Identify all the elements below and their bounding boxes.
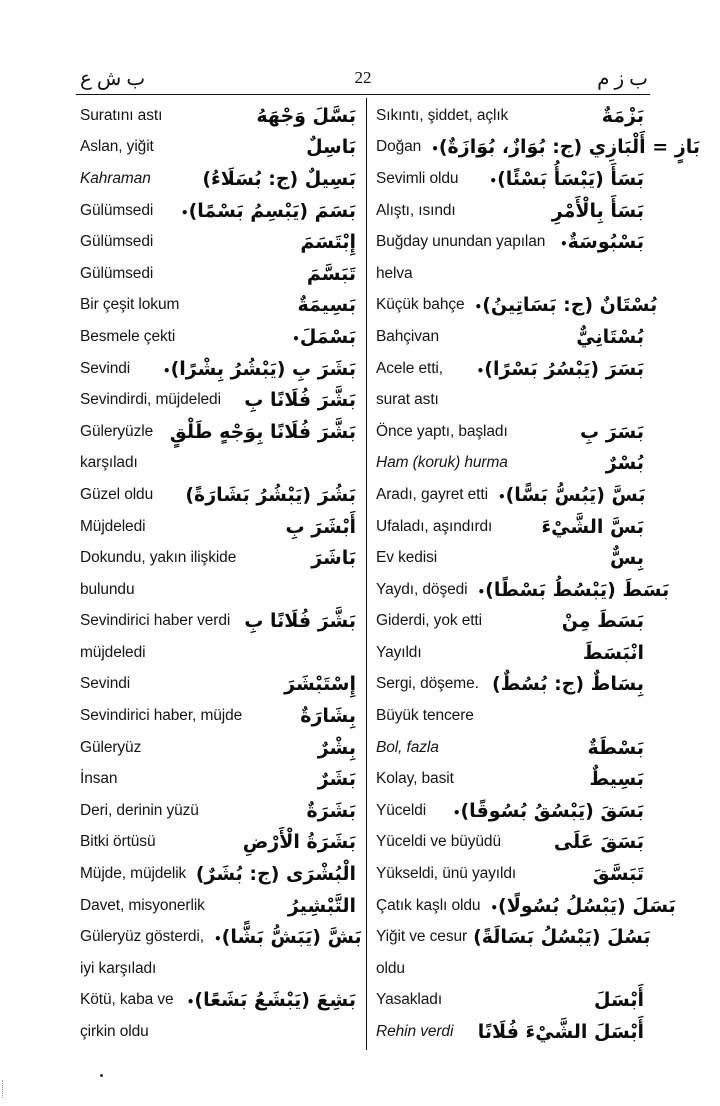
turkish-meaning: Aslan, yiğit (80, 138, 154, 156)
dictionary-entry (80, 985, 356, 1017)
arabic-headword: بَاشَرَ (311, 547, 356, 570)
arabic-headword: بَشَّرَ فُلَانًا بِوَجْهٍ طَلْقٍ (169, 420, 356, 443)
arabic-headword: بِسَاطٌ (ج: بُسُطٌ) (491, 673, 644, 696)
dictionary-entry (376, 384, 644, 416)
turkish-meaning: Gülümsedi (80, 264, 154, 282)
turkish-meaning: karşıladı (80, 454, 138, 472)
turkish-meaning: Acele etti, (376, 359, 443, 377)
turkish-meaning: Sevimli oldu (376, 169, 459, 187)
new-root-marker-icon: • (474, 300, 483, 315)
header-right-guide-letters: ب ز م (597, 68, 648, 90)
arabic-headword: بَاسِلٌ (306, 136, 356, 159)
new-root-marker-icon: • (180, 205, 189, 220)
turkish-meaning: Güzel oldu (80, 485, 154, 503)
new-root-marker-icon: • (186, 995, 195, 1010)
turkish-meaning: surat astı (376, 391, 439, 409)
arabic-headword: بَشَرٌ (317, 768, 356, 791)
dictionary-entry (80, 574, 356, 606)
arabic-headword: التَّبْشِيرُ (287, 894, 356, 917)
dictionary-entry (80, 195, 356, 227)
arabic-headword: بَسْطَةٌ (587, 736, 644, 759)
dictionary-entry (80, 795, 356, 827)
new-root-marker-icon: • (452, 805, 461, 820)
dictionary-entry (80, 479, 356, 511)
arabic-headword: بَسِيمَةٌ (297, 294, 356, 317)
turkish-meaning: iyi karşıladı (80, 959, 157, 977)
turkish-meaning: İnsan (80, 770, 118, 788)
arabic-headword: بَشَرَةُ الْأَرْضِ (242, 831, 356, 854)
turkish-meaning: Güleryüzle (80, 422, 154, 440)
new-root-marker-icon: • (431, 142, 439, 157)
arabic-headword: بَسِيطٌ (589, 768, 644, 791)
dictionary-entry (376, 542, 644, 574)
turkish-meaning: Yüceldi (376, 801, 427, 819)
turkish-meaning: Sergi, döşeme. (376, 675, 479, 693)
dictionary-entry (376, 669, 644, 701)
dictionary-entry (80, 700, 356, 732)
arabic-headword: بَسَأَ بِالْأَمْرِ (551, 199, 644, 222)
scan-speck (100, 1074, 103, 1077)
arabic-headword: بَسِيلٌ (ج: بُسَلَاءُ) (202, 167, 356, 190)
turkish-meaning: Suratını astı (80, 106, 163, 124)
arabic-headword: بَسَطَ مِنْ (561, 610, 644, 633)
dictionary-entry (80, 1016, 356, 1048)
turkish-meaning: Ham (koruk) hurma (376, 454, 508, 472)
dictionary-entry (376, 1016, 644, 1048)
arabic-headword: بَسَّلَ وَجْهَهُ (256, 104, 356, 127)
turkish-meaning: Yükseldi, ünü yayıldı (376, 865, 517, 883)
turkish-meaning: Rehin verdi (376, 1023, 454, 1041)
turkish-meaning: Bol, fazla (376, 738, 439, 756)
turkish-meaning: Buğday unundan yapılan (376, 233, 546, 251)
new-root-marker-icon: • (559, 237, 568, 252)
arabic-headword: بَسَمَ (يَبْسِمُ بَسْمًا)• (180, 199, 356, 222)
dictionary-entry (376, 953, 644, 985)
dictionary-entry (80, 858, 356, 890)
arabic-headword: بَسَطَ (يَبْسُطُ بَسْطًا)• (477, 578, 670, 601)
arabic-headword: بُسْتَانِيٌّ (576, 325, 644, 348)
dictionary-entry (80, 353, 356, 385)
dictionary-entry (80, 827, 356, 859)
dictionary-entry (80, 953, 356, 985)
dictionary-entry (376, 795, 644, 827)
arabic-headword: إِبْتَسَمَ (300, 231, 356, 254)
turkish-meaning: Sevindi (80, 675, 131, 693)
arabic-headword: بَسَرَ (يَبْسُرُ بَسْرًا)• (476, 357, 644, 380)
turkish-meaning: Sevindirdi, müjdeledi (80, 391, 221, 409)
turkish-meaning: oldu (376, 959, 405, 977)
dictionary-entry (376, 353, 644, 385)
arabic-headword: انْبَسَطَ (582, 641, 644, 664)
new-root-marker-icon: • (476, 363, 485, 378)
turkish-meaning: Gülümsedi (80, 201, 154, 219)
arabic-headword: بَشَّ (يَبَشُّ بَشًّا)• (213, 926, 362, 949)
turkish-meaning: bulundu (80, 580, 135, 598)
turkish-meaning: Kolay, basit (376, 770, 454, 788)
arabic-headword: بَسْبُوسَةٌ• (559, 231, 644, 254)
dictionary-entry (376, 132, 701, 164)
turkish-meaning: Güleryüz gösterdi, (80, 928, 204, 946)
dictionary-entry (376, 732, 644, 764)
dictionary-entry (376, 321, 644, 353)
turkish-meaning: Bir çeşit lokum (80, 296, 180, 314)
dictionary-entry (80, 637, 356, 669)
turkish-meaning: Güleryüz (80, 738, 142, 756)
arabic-headword: بَسْمَلَ• (292, 325, 356, 348)
dictionary-entry (80, 321, 356, 353)
dictionary-entry (376, 921, 651, 953)
turkish-meaning: Deri, derinin yüzü (80, 801, 199, 819)
arabic-headword: بَسَقَ (يَبْسُقُ بُسُوقًا)• (452, 799, 644, 822)
dictionary-entry (376, 448, 644, 480)
new-root-marker-icon: • (292, 331, 300, 346)
turkish-meaning: Çatık kaşlı oldu (376, 896, 481, 914)
arabic-headword: بَشِعَ (يَبْشَعُ بَشَعًا)• (186, 989, 356, 1012)
dictionary-entry (376, 574, 670, 606)
arabic-headword: أَبْسَلَ الشَّيْءَ فُلَانًا (477, 1021, 644, 1044)
arabic-headword: تَبَسَّمَ (306, 262, 356, 285)
arabic-headword: بَشَّرَ فُلَانًا بِ (244, 389, 356, 412)
turkish-meaning: Sevindirici haber, müjde (80, 707, 243, 725)
new-root-marker-icon: • (497, 489, 506, 504)
scan-edge-marks (2, 1080, 23, 1098)
page-number: 22 (354, 68, 372, 87)
dictionary-entry (376, 226, 644, 258)
new-root-marker-icon: • (477, 584, 486, 599)
arabic-headword: بَسَّ الشَّيْءَ (541, 515, 644, 538)
dictionary-entry (376, 100, 644, 132)
dictionary-entry (80, 100, 356, 132)
arabic-headword: بَسَأَ (يَبْسَأُ بَسْئًا)• (489, 167, 644, 190)
turkish-meaning: Küçük bahçe (376, 296, 465, 314)
dictionary-entry (376, 163, 644, 195)
dictionary-entry (376, 290, 658, 322)
dictionary-entry (80, 763, 356, 795)
dictionary-entry (376, 606, 644, 638)
turkish-meaning: Aradı, gayret etti (376, 485, 488, 503)
turkish-meaning: Kötü, kaba ve (80, 991, 174, 1009)
turkish-meaning: Gülümsedi (80, 233, 154, 251)
dictionary-entry (376, 637, 644, 669)
turkish-meaning: Kahraman (80, 169, 151, 187)
header-left-guide-letters: ب ش ع (80, 68, 146, 90)
dictionary-entry (80, 542, 356, 574)
turkish-meaning: Ev kedisi (376, 549, 438, 567)
dictionary-entry (376, 858, 644, 890)
dictionary-entry (80, 258, 356, 290)
turkish-meaning: Büyük tencere (376, 707, 474, 725)
turkish-meaning: Sevindi (80, 359, 131, 377)
column-divider (366, 98, 367, 1050)
new-root-marker-icon: • (490, 900, 499, 915)
new-root-marker-icon: • (213, 932, 222, 947)
dictionary-entry (376, 763, 644, 795)
arabic-headword: الْبُشْرَى (ج: بُشَرٌ) (195, 863, 356, 886)
arabic-headword: إِسْتَبْشَرَ (284, 673, 356, 696)
arabic-headword: بَسَلَ (يَبْسُلُ بُسُولًا)• (490, 894, 676, 917)
arabic-headword: أَبْشَرَ بِ (285, 515, 356, 538)
dictionary-entry (376, 985, 644, 1017)
dictionary-entry (80, 384, 356, 416)
arabic-headword: بَسُلَ (يَبْسُلُ بَسَالَةً) (473, 926, 651, 949)
dictionary-entry (80, 448, 356, 480)
right-entries-column (376, 100, 701, 1048)
dictionary-entry (80, 669, 356, 701)
dictionary-entry (376, 827, 644, 859)
turkish-meaning: Sıkıntı, şiddet, açlık (376, 106, 509, 124)
turkish-meaning: Doğan (376, 138, 422, 156)
dictionary-entry (80, 163, 356, 195)
turkish-meaning: Yüceldi ve büyüdü (376, 833, 501, 851)
turkish-meaning: Besmele çekti (80, 327, 176, 345)
arabic-headword: تَبَسَّقَ (592, 863, 644, 886)
dictionary-entry (376, 511, 644, 543)
turkish-meaning: Yasakladı (376, 991, 443, 1009)
arabic-headword: بُسْتَانٌ (ج: بَسَاتِينُ)• (474, 294, 658, 317)
turkish-meaning: Yaydı, döşedi (376, 580, 468, 598)
dictionary-entry (376, 195, 644, 227)
turkish-meaning: müjdeledi (80, 643, 146, 661)
dictionary-entry (80, 416, 356, 448)
dictionary-entry (80, 132, 356, 164)
dictionary-entry (80, 606, 356, 638)
arabic-headword: بَسَقَ عَلَى (553, 831, 644, 854)
turkish-meaning: Bitki örtüsü (80, 833, 156, 851)
arabic-headword: بَسَّ (يَبُسُّ بَسًّا)• (497, 483, 646, 506)
dictionary-entry (376, 890, 676, 922)
turkish-meaning: Dokundu, yakın ilişkide (80, 549, 237, 567)
turkish-meaning: Önce yaptı, başladı (376, 422, 508, 440)
dictionary-entry (80, 921, 362, 953)
arabic-headword: بِشْرٌ (317, 736, 356, 759)
dictionary-entry (80, 890, 356, 922)
arabic-headword: بَشَّرَ فُلَانًا بِ (244, 610, 356, 633)
turkish-meaning: Bahçivan (376, 327, 439, 345)
dictionary-entry (376, 479, 644, 511)
turkish-meaning: Müjde, müjdelik (80, 865, 187, 883)
arabic-headword: بَازٍ = أَلْبَازِي (ج: بُوَازٌ، بُوَازَةٌ)• (431, 136, 701, 159)
arabic-headword: بَزْمَةٌ (601, 104, 644, 127)
dictionary-entry (80, 226, 356, 258)
dictionary-entry (376, 416, 644, 448)
arabic-headword: بِسٌّ (610, 547, 644, 570)
turkish-meaning: Ufaladı, aşındırdı (376, 517, 493, 535)
turkish-meaning: çirkin oldu (80, 1023, 149, 1041)
turkish-meaning: Sevindirici haber verdi (80, 612, 231, 630)
page-header (76, 64, 650, 95)
arabic-headword: بَشَرَ بِ (يَبْشُرُ بِشْرًا)• (162, 357, 356, 380)
arabic-headword: بَشُرَ (يَبْشُرُ بَشَارَةً) (185, 483, 356, 506)
left-entries-column (80, 100, 362, 1048)
dictionary-entry (376, 258, 644, 290)
turkish-meaning: Yayıldı (376, 643, 422, 661)
dictionary-entry (376, 700, 644, 732)
arabic-headword: بَسَرَ بِ (580, 420, 644, 443)
arabic-headword: بُسْرٌ (605, 452, 644, 475)
turkish-meaning: Müjdeledi (80, 517, 146, 535)
turkish-meaning: Alıştı, ısındı (376, 201, 456, 219)
arabic-headword: أَبْسَلَ (594, 989, 644, 1012)
new-root-marker-icon: • (489, 173, 498, 188)
arabic-headword: بَشَرَةٌ (306, 799, 356, 822)
new-root-marker-icon: • (162, 363, 171, 378)
arabic-headword: بِشَارَةٌ (300, 705, 356, 728)
turkish-meaning: Davet, misyonerlik (80, 896, 205, 914)
turkish-meaning: Yiğit ve cesur (376, 928, 468, 946)
dictionary-entry (80, 732, 356, 764)
dictionary-entry (80, 290, 356, 322)
turkish-meaning: helva (376, 264, 413, 282)
dictionary-entry (80, 511, 356, 543)
turkish-meaning: Giderdi, yok etti (376, 612, 482, 630)
